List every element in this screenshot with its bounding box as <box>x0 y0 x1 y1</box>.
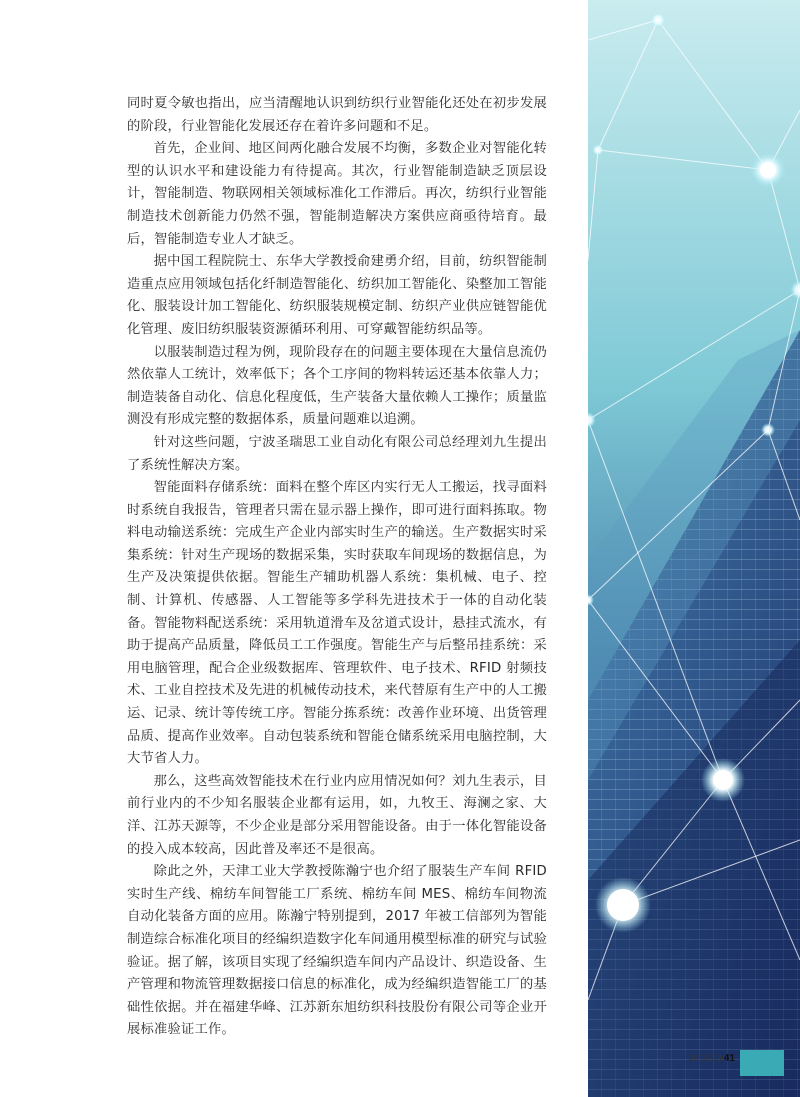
article-body <box>127 93 547 1042</box>
footer-accent-bar <box>740 1050 784 1076</box>
issue-label: 2018.03/ <box>688 1053 724 1063</box>
paragraph-8: 除此之外，天津工业大学教授陈瀚宁也介绍了服装生产车间 RFID 实时生产线、棉纺车间智能工厂系统、棉纺车间 MES、棉纺车间物流自动化装备方面的应用。陈瀚宁特别提到，2017 年被工信部列为智能制造综合标准化项目的经编织造数字化车间通用模型标准的研究与试验验证。据了解，该项目实现了经编织造车间内产品设计、织造设备、生产管理和物流管理数据接口信息的标准化，成为经编织造智能工厂的基础性依据。并在福建华峰、江苏新东旭纺织科技股份有限公司等企业开展标准验证工作。 <box>127 864 547 1038</box>
paragraph-2: 首先，企业间、地区间两化融合发展不均衡，多数企业对智能化转型的认识水平和建设能力有待提高。其次，行业智能制造缺乏顶层设计，智能制造、物联网相关领域标准化工作滞后。再次，纺织行业智能制造技术创新能力仍然不强，智能制造解决方案供应商亟待培育。最后，智能制造专业人才缺乏。 <box>127 141 547 247</box>
paragraph-3: 据中国工程院院士、东华大学教授俞建勇介绍，目前，纺织智能制造重点应用领域包括化纤制造智能化、纺织加工智能化、染整加工智能化、服装设计加工智能化、纺织服装规模定制、纺织产业供应链智能优化管理、废旧纺织服装资源循环利用、可穿戴智能纺织品等。 <box>127 254 547 337</box>
paragraph-4: 以服装制造过程为例，现阶段存在的问题主要体现在大量信息流仍然依靠人工统计，效率低下；各个工序间的物料转运还基本依靠人力；制造装备自动化、信息化程度低，生产装备大量依赖人工操作；质量监测没有形成完整的数据体系，质量问题难以追溯。 <box>127 344 547 428</box>
page-footer <box>689 1053 735 1064</box>
paragraph-5: 针对这些问题，宁波圣瑞思工业自动化有限公司总经理刘九生提出了系统性解决方案。 <box>127 434 547 473</box>
network-building-image <box>588 0 800 1097</box>
paragraph-1: 同时夏令敏也指出，应当清醒地认识到纺织行业智能化还处在初步发展的阶段，行业智能化发展还存在着许多问题和不足。 <box>127 96 547 134</box>
paragraph-6: 智能面料存储系统：面料在整个库区内实行无人工搬运，找寻面料时系统自我报告，管理者只需在显示器上操作，即可进行面料拣取。物料电动输送系统：完成生产企业内部实时生产的输送。生产数据实时采集系统：针对生产现场的数据采集，实时获取车间现场的数据信息，为生产及决策提供依据。智能生产辅助机器人系统：集机械、电子、控制、计算机、传感器、人工智能等多学科先进技术于一体的自动化装备。智能物料配送系统：采用轨道滑车及岔道式设计，悬挂式流水，有助于提高产品质量，降低员工工作强度。智能生产与后整吊挂系统：采用电脑管理，配合企业级数据库、管理软件、电子技术、RFID 射频技术、工业自控技术及先进的机械传动技术，来代替原有生产中的人工搬运、记录、统计等传统工序。智能分拣系统：改善作业环境、出货管理品质、提高作业效率。自动包装系统和智能仓储系统采用电脑控制，大大节省人力。 <box>127 480 547 767</box>
paragraph-7: 那么，这些高效智能技术在行业内应用情况如何？刘九生表示，目前行业内的不少知名服装企业都有运用，如，九牧王、海澜之家、大洋、江苏天源等，不少企业是部分采用智能设备。由于一体化智能设备的投入成本较高，因此普及率还不是很高。 <box>127 773 547 857</box>
page-number: 41 <box>723 1053 735 1064</box>
